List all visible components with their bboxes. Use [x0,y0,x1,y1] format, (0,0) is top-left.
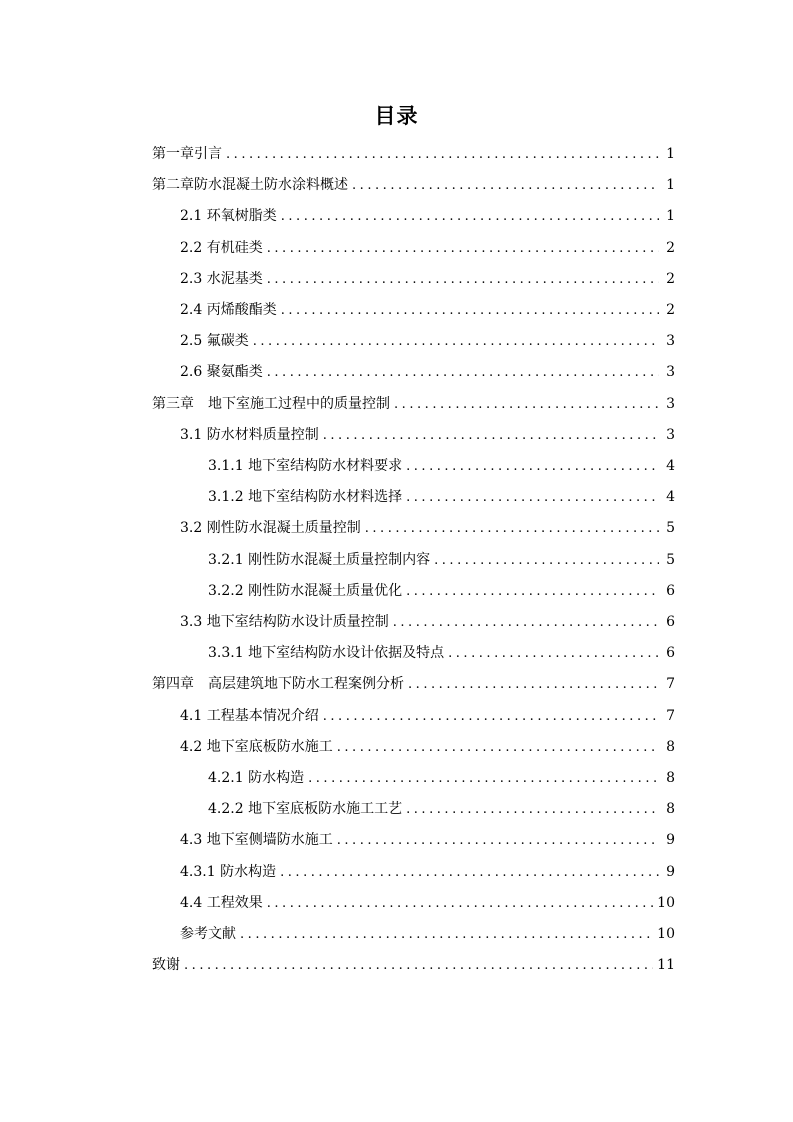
toc-entry-page-number: 3 [666,364,675,381]
toc-entry[interactable] [180,420,675,451]
toc-entry-page-number: 2 [666,270,675,287]
toc-entry-label: 4.3.1 防水构造 [180,863,277,880]
toc-entry[interactable] [208,576,675,607]
toc-entry-label: 2.3 水泥基类 [180,270,263,287]
toc-entry-label: 第二章防水混凝土防水涂料概述 [152,177,348,194]
toc-entry[interactable] [208,763,675,794]
toc-dot-leader [408,669,659,700]
toc-entry[interactable] [180,919,675,950]
toc-entry-page-number: 4 [666,489,675,506]
toc-entry-label: 3.3 地下室结构防水设计质量控制 [180,614,389,630]
toc-dot-leader [394,389,659,420]
toc-dot-leader [267,233,659,264]
toc-entry-label: 3.2 刚性防水混凝土质量控制 [180,520,361,537]
toc-entry-page-number: 10 [657,894,675,911]
toc-entry-label: 3.1 防水材料质量控制 [180,426,319,443]
toc-dot-leader [406,451,659,482]
toc-entry[interactable] [180,888,675,919]
toc-dot-leader [352,170,659,201]
toc-entry-page-number: 8 [666,738,675,755]
toc-entry[interactable] [152,139,675,170]
toc-entry-page-number: 1 [666,177,675,194]
toc-entry-page-number: 3 [666,395,675,412]
toc-entry-page-number: 11 [657,957,675,974]
toc-entry-label: 3.2.2 刚性防水混凝土质量优化 [208,582,403,599]
toc-entry-page-number: 3 [666,333,675,350]
toc-entry-label: 3.1.2 地下室结构防水材料选择 [208,489,403,506]
toc-entry[interactable] [152,389,675,420]
toc-entry-label: 4.2.2 地下室底板防水施工工艺 [208,801,403,818]
toc-entry-label: 2.5 氟碳类 [180,333,249,350]
toc-entry[interactable] [208,638,675,669]
toc-dot-leader [448,638,659,669]
toc-entry[interactable] [180,513,675,544]
toc-entry-label: 第一章引言 [152,146,222,162]
toc-entry-page-number: 6 [666,645,675,662]
toc-entry-page-number: 5 [666,551,675,568]
toc-entry[interactable] [208,794,675,825]
toc-dot-leader [184,950,653,981]
toc-entry-page-number: 8 [666,770,675,786]
toc-dot-leader [281,201,659,232]
toc-entry[interactable] [180,233,675,264]
toc-dot-leader [308,763,659,794]
toc-entry[interactable] [180,357,675,388]
toc-entry-label: 4.1 工程基本情况介绍 [180,707,319,724]
toc-entry-label: 第四章 高层建筑地下防水工程案例分析 [152,676,404,693]
toc-dot-leader [337,825,659,856]
page-title: 目录 [374,104,419,128]
toc-entry-page-number: 5 [666,520,675,537]
toc-entry[interactable] [152,950,675,981]
toc-dot-leader [226,139,659,170]
toc-dot-leader [406,576,659,607]
toc-entry[interactable] [180,825,675,856]
toc-entry-page-number: 10 [657,926,675,942]
toc-entry[interactable] [152,170,675,201]
toc-entry-page-number: 7 [666,676,675,693]
toc-entry-label: 3.2.1 刚性防水混凝土质量控制内容 [208,551,431,568]
toc-dot-leader [253,326,659,357]
toc-dot-leader [281,295,659,326]
toc-entry[interactable] [208,451,675,482]
toc-dot-leader [434,545,659,576]
toc-entry[interactable] [180,201,675,232]
toc-entry-page-number: 7 [666,707,675,724]
toc-dot-leader [323,701,659,732]
toc-entry-page-number: 4 [666,458,675,474]
toc-dot-leader [267,888,653,919]
toc-entry-label: 参考文献 [180,926,236,942]
toc-entry[interactable] [208,545,675,576]
toc-dot-leader [393,607,659,638]
toc-dot-leader [323,420,659,451]
toc-entry[interactable] [180,701,675,732]
toc-entry[interactable] [208,482,675,513]
toc-entry-label: 致谢 [152,957,180,974]
toc-entry[interactable] [180,607,675,638]
toc-dot-leader [280,857,659,888]
toc-dot-leader [240,919,653,950]
toc-entry-page-number: 9 [666,832,675,849]
toc-entry-label: 2.6 聚氨酯类 [180,364,263,381]
toc-entry-page-number: 6 [666,582,675,599]
toc-entry-page-number: 3 [666,426,675,443]
toc-entry[interactable] [180,264,675,295]
toc-entry[interactable] [180,295,675,326]
toc-entry-label: 4.4 工程效果 [180,894,263,911]
toc-entry-label: 2.1 环氧树脂类 [180,208,277,225]
toc-entry-page-number: 6 [666,614,675,630]
toc-entry-label: 2.4 丙烯酸酯类 [180,302,277,318]
toc-entry-page-number: 2 [666,239,675,256]
toc-entry-label: 3.3.1 地下室结构防水设计依据及特点 [208,645,445,662]
toc-entry-label: 4.2.1 防水构造 [208,770,305,786]
toc-entry-page-number: 2 [666,302,675,318]
toc-dot-leader [337,732,659,763]
toc-entry-label: 4.3 地下室侧墙防水施工 [180,832,333,849]
toc-dot-leader [365,513,659,544]
toc-entry-page-number: 1 [666,146,675,162]
toc-dot-leader [267,357,659,388]
toc-entry[interactable] [180,857,675,888]
toc-entry-label: 4.2 地下室底板防水施工 [180,738,333,755]
toc-entry[interactable] [152,669,675,700]
toc-dot-leader [406,794,659,825]
toc-dot-leader [267,264,659,295]
toc-entry-label: 第三章 地下室施工过程中的质量控制 [152,395,390,412]
toc-entry[interactable] [180,326,675,357]
toc-entry-label: 2.2 有机硅类 [180,239,263,256]
toc-entry-page-number: 8 [666,801,675,818]
toc-dot-leader [406,482,659,513]
toc-entry-page-number: 1 [666,208,675,225]
toc-entry-page-number: 9 [666,863,675,880]
toc-entry-label: 3.1.1 地下室结构防水材料要求 [208,458,403,474]
toc-entry[interactable] [180,732,675,763]
